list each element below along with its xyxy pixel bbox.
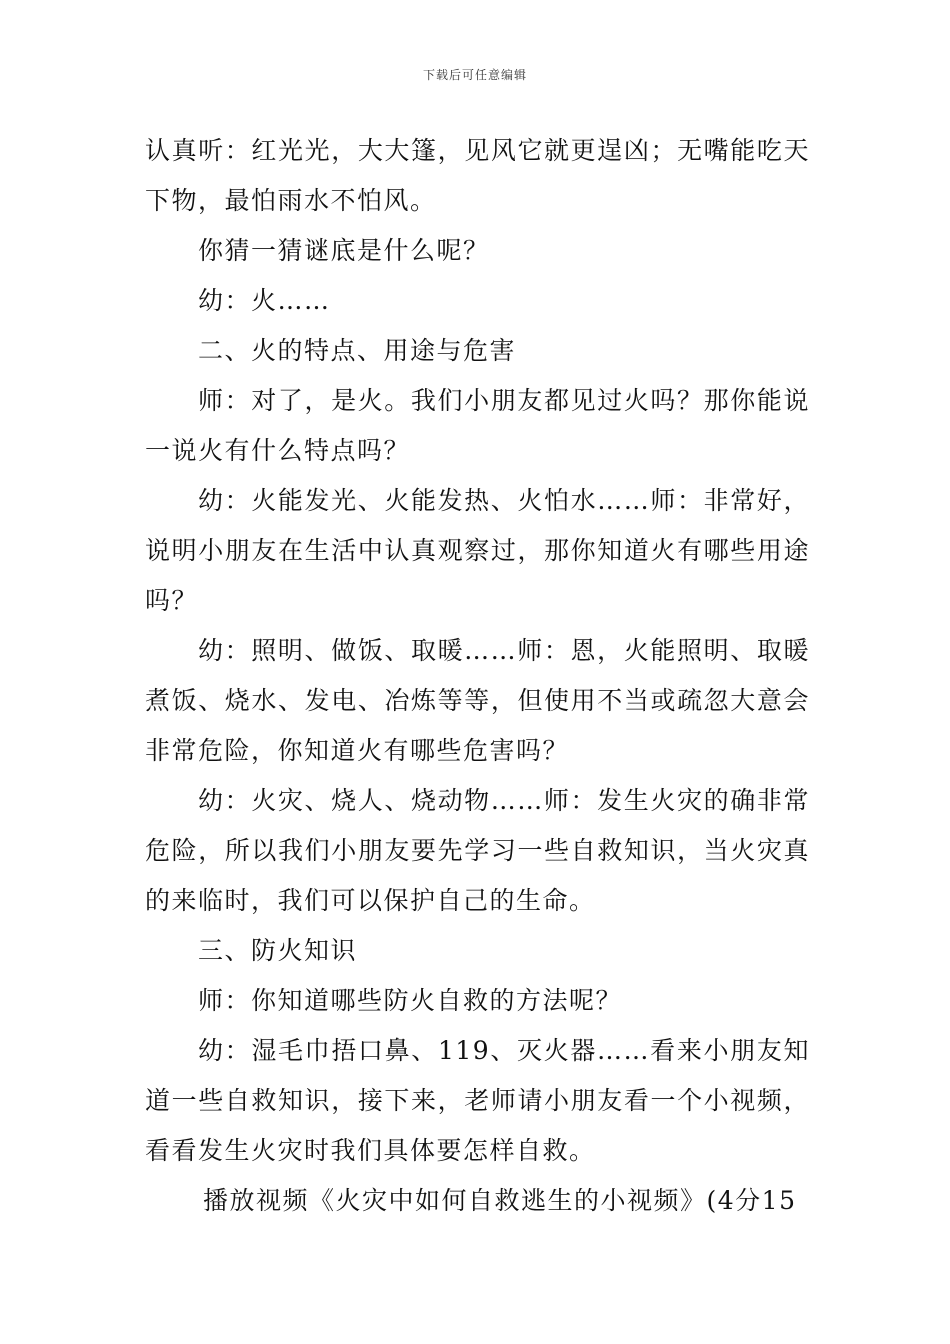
paragraph-riddle: 认真听：红光光，大大篷，见风它就更逞凶；无嘴能吃天下物，最怕雨水不怕风。 [145, 136, 810, 215]
paragraph-child-features: 幼：火能发光、火能发热、火怕水……师：非常好，说明小朋友在生活中认真观察过，那你知道火有哪些用途吗？ [145, 486, 810, 615]
paragraph-child-hazards: 幼：火灾、烧人、烧动物……师：发生火灾的确非常危险，所以我们小朋友要先学习一些自救知识，当火灾真的来临时，我们可以保护自己的生命。 [145, 786, 810, 915]
document-body [145, 126, 810, 1226]
section-heading-fire-prevention: 三、防火知识 [198, 936, 358, 965]
paragraph-guess-question: 你猜一猜谜底是什么呢？ [198, 236, 490, 265]
page-header: 下载后可任意编辑 [422, 68, 527, 82]
paragraph-child-uses: 幼：照明、做饭、取暖……师：恩，火能照明、取暖煮饭、烧水、发电、冶炼等等，但使用不当或疏忽大意会非常危险，你知道火有哪些危害吗？ [145, 636, 810, 765]
paragraph-teacher-features: 师：对了，是火。我们小朋友都见过火吗？那你能说一说火有什么特点吗？ [145, 386, 810, 465]
paragraph-play-video: 播放视频《火灾中如何自救逃生的小视频》(4分15 [203, 1186, 797, 1215]
paragraph-child-answer-fire: 幼：火…… [198, 286, 331, 315]
paragraph-child-methods: 幼：湿毛巾捂口鼻、119、灭火器……看来小朋友知道一些自救知识，接下来，老师请小朋友看一个小视频，看看发生火灾时我们具体要怎样自救。 [145, 1036, 810, 1165]
section-heading-fire-features: 二、火的特点、用途与危害 [198, 336, 517, 365]
paragraph-teacher-methods: 师：你知道哪些防火自救的方法呢？ [198, 986, 623, 1015]
